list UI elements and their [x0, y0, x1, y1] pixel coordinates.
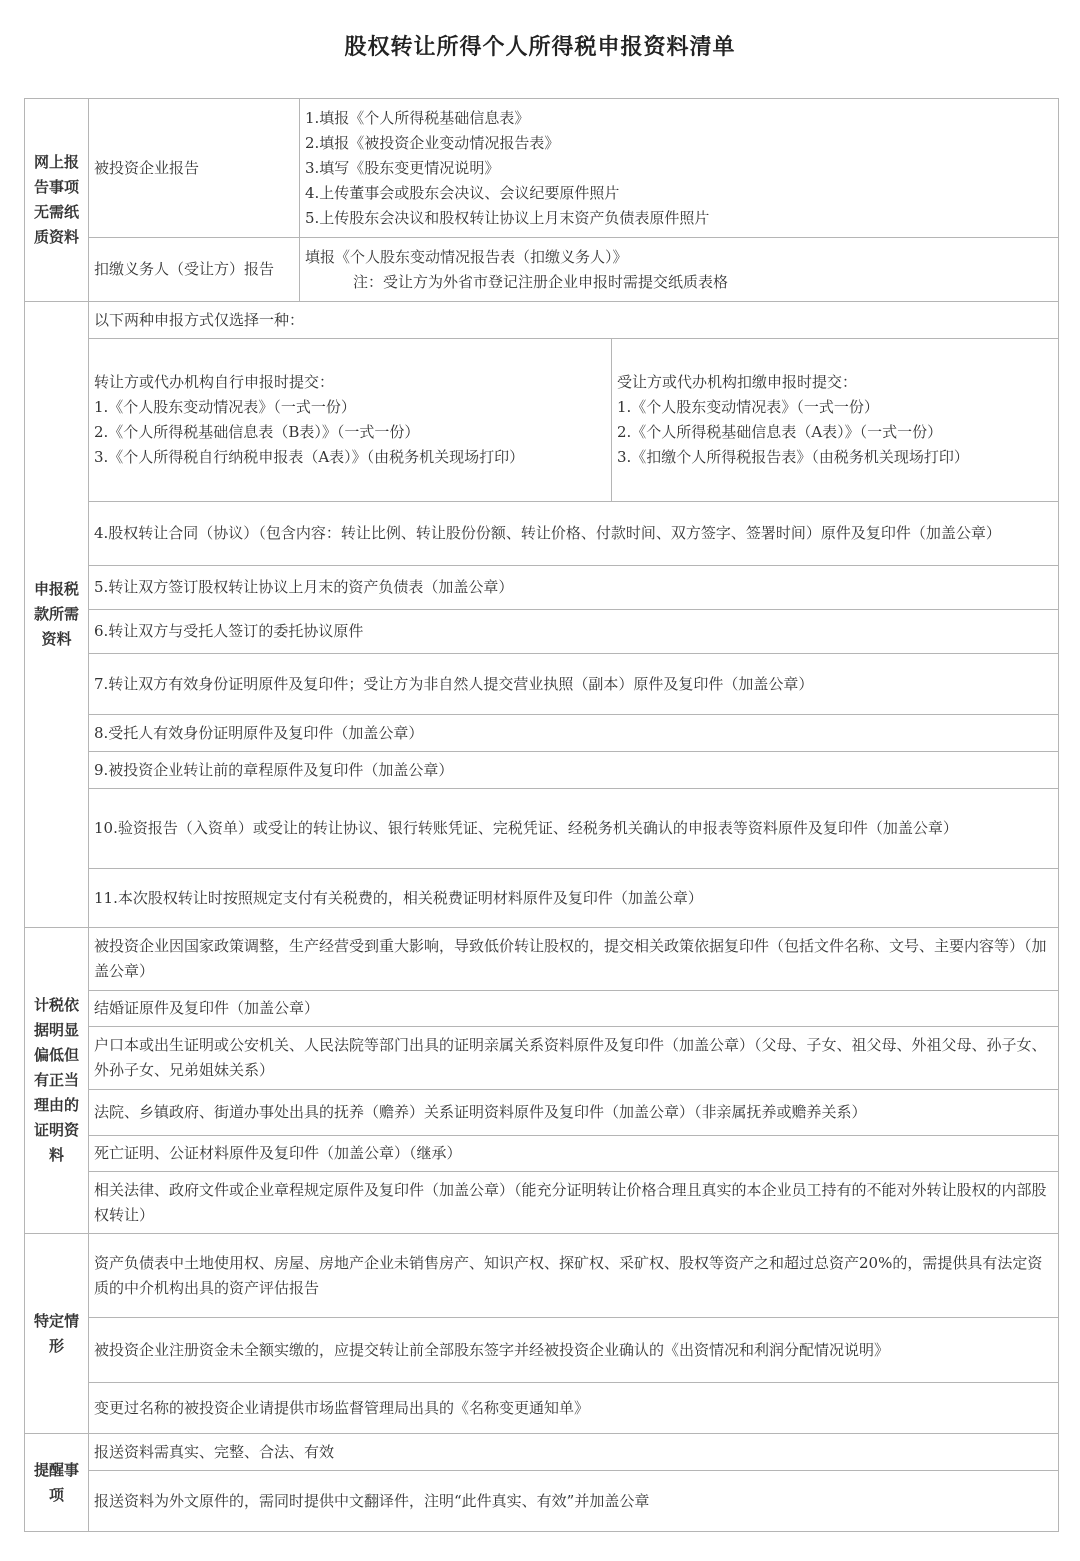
section5-category: 提醒事项 [25, 1434, 89, 1532]
section2-options-row [25, 339, 1059, 502]
low-price-proof-item: 被投资企业因国家政策调整，生产经营受到重大影响，导致低价转让股权的，提交相关政策依据复印件（包括文件名称、文号、主要内容等）（加盖公章） [89, 928, 1059, 991]
self-declaration-heading: 转让方或代办机构自行申报时提交： [94, 373, 335, 391]
required-document-item: 9.被投资企业转让前的章程原件及复印件（加盖公章） [89, 752, 1059, 789]
withholding-declaration-item: 3.《扣缴个人所得税报告表》（由税务机关现场打印） [617, 448, 969, 466]
section2-intro: 以下两种申报方式仅选择一种： [89, 302, 1059, 339]
required-document-item: 8.受托人有效身份证明原件及复印件（加盖公章） [89, 715, 1059, 752]
self-declaration-item: 3.《个人所得税自行纳税申报表（A表）》（由税务机关现场打印） [94, 448, 525, 466]
withholding-declaration-option [612, 339, 1059, 502]
withholding-report-text: 填报《个人股东变动情况报告表（扣缴义务人）》 [305, 247, 628, 266]
required-document-item: 10.验资报告（入资单）或受让的转让协议、银行转账凭证、完税凭证、经税务机关确认的申报表等资料原件及复印件（加盖公章） [89, 789, 1059, 869]
required-document-item: 6.转让双方与受托人签订的委托协议原件 [89, 610, 1059, 654]
section3-category: 计税依据明显偏低但有正当理由的证明资料 [25, 928, 89, 1234]
self-declaration-item: 2.《个人所得税基础信息表（B表）》（一式一份） [94, 423, 420, 441]
enterprise-report-item: 1.填报《个人所得税基础信息表》 [305, 108, 530, 127]
document-title: 股权转让所得个人所得税申报资料清单 [344, 35, 736, 60]
section4-category: 特定情形 [25, 1234, 89, 1434]
declaration-checklist-table [24, 98, 1059, 1532]
special-case-item: 资产负债表中土地使用权、房屋、房地产企业未销售房产、知识产权、探矿权、采矿权、股权等资产之和超过总资产20%的，需提供具有法定资质的中介机构出具的资产评估报告 [89, 1234, 1059, 1318]
withholding-declaration-heading: 受让方或代办机构扣缴申报时提交： [617, 373, 858, 391]
withholding-declaration-item: 1.《个人股东变动情况表》（一式一份） [617, 398, 879, 416]
withholding-declaration-item: 2.《个人所得税基础信息表（A表）》（一式一份） [617, 423, 943, 441]
section1-row-enterprise-report [25, 99, 1059, 238]
required-document-item: 5.转让双方签订股权转让协议上月末的资产负债表（加盖公章） [89, 566, 1059, 610]
enterprise-report-label: 被投资企业报告 [89, 99, 300, 238]
required-document-item: 7.转让双方有效身份证明原件及复印件；受让方为非自然人提交营业执照（副本）原件及复印件（加盖公章） [89, 654, 1059, 715]
enterprise-report-item: 3.填写《股东变更情况说明》 [305, 158, 500, 177]
low-price-proof-item: 相关法律、政府文件或企业章程规定原件及复印件（加盖公章）（能充分证明转让价格合理且真实的本企业员工持有的不能对外转让股权的内部股权转让） [89, 1172, 1059, 1234]
self-declaration-item: 1.《个人股东变动情况表》（一式一份） [94, 398, 356, 416]
enterprise-report-item: 4.上传董事会或股东会决议、会议纪要原件照片 [305, 183, 620, 202]
low-price-proof-item: 法院、乡镇政府、街道办事处出具的抚养（赡养）关系证明资料原件及复印件（加盖公章）（非亲属抚养或赡养关系） [89, 1090, 1059, 1136]
self-declaration-option [89, 339, 612, 502]
reminder-item: 报送资料为外文原件的，需同时提供中文翻译件，注明“此件真实、有效”并加盖公章 [89, 1471, 1059, 1532]
section1-category: 网上报告事项无需纸质资料 [25, 99, 89, 302]
special-case-item: 变更过名称的被投资企业请提供市场监督管理局出具的《名称变更通知单》 [89, 1383, 1059, 1434]
required-document-item: 11.本次股权转让时按照规定支付有关税费的，相关税费证明材料原件及复印件（加盖公章） [89, 869, 1059, 928]
section1-row-withholding-report [25, 238, 1059, 302]
enterprise-report-item: 2.填报《被投资企业变动情况报告表》 [305, 133, 560, 152]
section2-category: 申报税款所需资料 [25, 302, 89, 928]
required-document-item: 4.股权转让合同（协议）（包含内容：转让比例、转让股份份额、转让价格、付款时间、双方签字、签署时间）原件及复印件（加盖公章） [89, 502, 1059, 566]
enterprise-report-item: 5.上传股东会决议和股权转让协议上月末资产负债表原件照片 [305, 208, 710, 227]
special-case-item: 被投资企业注册资金未全额实缴的，应提交转让前全部股东签字并经被投资企业确认的《出资情况和利润分配情况说明》 [89, 1318, 1059, 1383]
withholding-report-label: 扣缴义务人（受让方）报告 [89, 238, 300, 302]
withholding-report-content [300, 238, 1059, 302]
section2-intro-row [25, 302, 1059, 339]
low-price-proof-item: 死亡证明、公证材料原件及复印件（加盖公章）（继承） [89, 1136, 1059, 1172]
enterprise-report-items [300, 99, 1059, 238]
low-price-proof-item: 结婚证原件及复印件（加盖公章） [89, 991, 1059, 1027]
withholding-report-note: 注：受让方为外省市登记注册企业申报时需提交纸质表格 [353, 272, 729, 291]
low-price-proof-item: 户口本或出生证明或公安机关、人民法院等部门出具的证明亲属关系资料原件及复印件（加盖公章）（父母、子女、祖父母、外祖父母、孙子女、外孙子女、兄弟姐妹关系） [89, 1027, 1059, 1090]
reminder-item: 报送资料需真实、完整、合法、有效 [89, 1434, 1059, 1471]
